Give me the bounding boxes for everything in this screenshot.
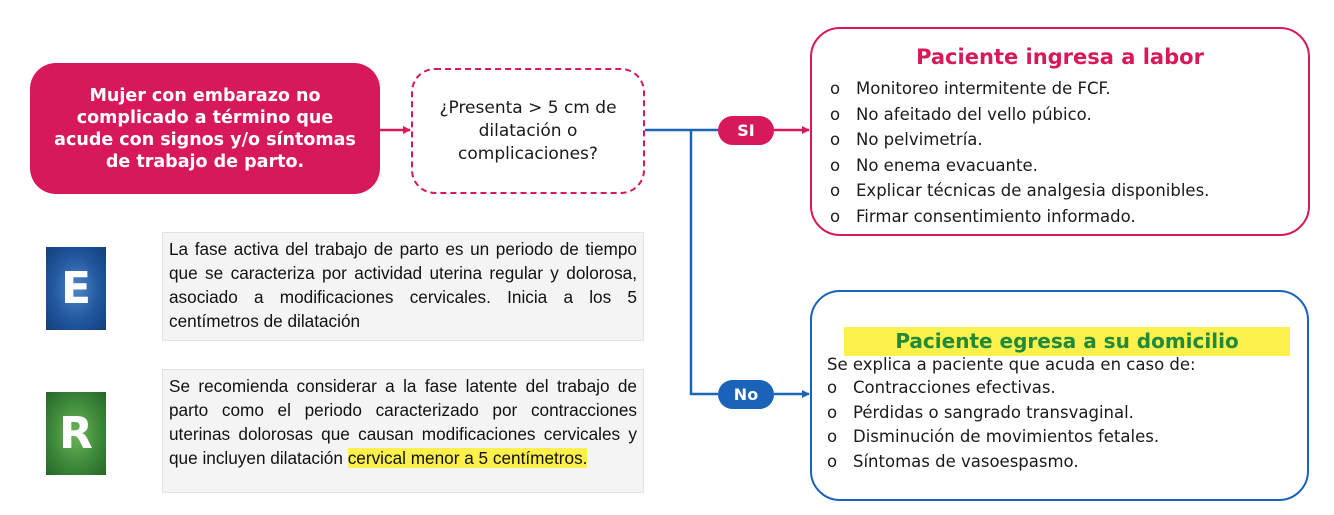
list-item [830, 204, 1209, 230]
bullet-marker: o [830, 130, 841, 149]
decision-node-text: ¿Presenta > 5 cm de dilatación o complicaciones? [439, 97, 617, 164]
bullet-marker: o [827, 427, 838, 446]
list-item [830, 102, 1209, 128]
list-item [827, 450, 1159, 475]
bullet-marker: o [827, 451, 838, 471]
evidence-text-box [162, 232, 644, 341]
recommendation-text: Se recomienda considerar a la fase latente del trabajo de parto como el periodo caracterizado por contracciones uterinas dolorosas que causan modificaciones cervicales y que incluyen dilatación [169, 376, 637, 468]
no-branch-line [691, 130, 718, 394]
bullet-marker: o [830, 155, 841, 175]
list-item-text: No pelvimetría. [856, 130, 983, 149]
home-outcome-intro: Se explica a paciente que acuda en caso de: [827, 355, 1196, 374]
list-item-text: Pérdidas o sangrado transvaginal. [853, 402, 1134, 422]
yes-branch-label: SI [718, 116, 774, 145]
list-item [830, 76, 1209, 102]
recommendation-badge: R [46, 392, 106, 475]
list-item [830, 178, 1209, 204]
evidence-text: La fase activa del trabajo de parto es un periodo de tiempo que se caracteriza por actividad uterina regular y dolorosa, asociado a modificaciones cervicales. Inicia a los 5 centímetros de dilatación [169, 239, 637, 331]
bullet-marker: o [827, 378, 838, 397]
list-item-text: Monitoreo intermitente de FCF. [856, 79, 1111, 98]
start-node-text: Mujer con embarazo no complicado a término que acude con signos y/o síntomas de trabajo de parto. [54, 85, 356, 172]
list-item-text: Disminución de movimientos fetales. [853, 427, 1160, 446]
list-item-text: Explicar técnicas de analgesia disponibles. [856, 181, 1210, 200]
start-node [30, 63, 380, 194]
list-item [827, 425, 1159, 450]
list-item-text: Contracciones efectivas. [853, 378, 1056, 397]
recommendation-text-box [162, 369, 644, 493]
list-item [827, 401, 1159, 426]
list-item-text: No enema evacuante. [856, 155, 1038, 175]
no-branch-label: No [718, 380, 774, 409]
labor-outcome-list [830, 76, 1209, 229]
bullet-marker: o [830, 104, 841, 124]
list-item-text: Síntomas de vasoespasmo. [853, 451, 1079, 471]
list-item [830, 127, 1209, 153]
home-outcome-list [827, 376, 1159, 474]
bullet-marker: o [830, 206, 841, 226]
bullet-marker: o [830, 181, 841, 200]
list-item-text: Firmar consentimiento informado. [856, 206, 1136, 226]
labor-outcome-title: Paciente ingresa a labor [916, 45, 1204, 69]
evidence-badge: E [46, 247, 106, 330]
home-outcome-title: Paciente egresa a su domicilio [844, 327, 1290, 356]
list-item-text: No afeitado del vello púbico. [856, 104, 1092, 124]
list-item [827, 376, 1159, 401]
recommendation-highlighted-text: cervical menor a 5 centímetros. [347, 448, 588, 468]
bullet-marker: o [827, 402, 838, 422]
list-item [830, 153, 1209, 179]
decision-node [411, 68, 645, 194]
bullet-marker: o [830, 79, 841, 98]
